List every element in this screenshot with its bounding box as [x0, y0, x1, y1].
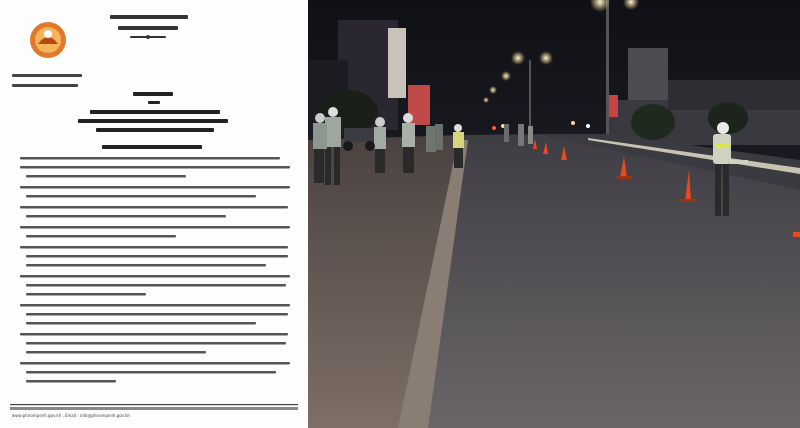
official-letter-scan: [0, 0, 309, 428]
municipal-emblem-logo: [30, 22, 66, 58]
photo-scene: [308, 0, 800, 428]
asphalt-road: [408, 134, 800, 428]
footer-address-line: [10, 407, 298, 410]
footer-contact: www.phnompenh.gov.kh , Email : info@phnompenh.gov.kh: [12, 413, 130, 418]
section-heading: [102, 145, 202, 149]
night-checkpoint-photo: [308, 0, 800, 428]
footer-rule: [10, 404, 298, 405]
letter-page: [0, 0, 308, 428]
